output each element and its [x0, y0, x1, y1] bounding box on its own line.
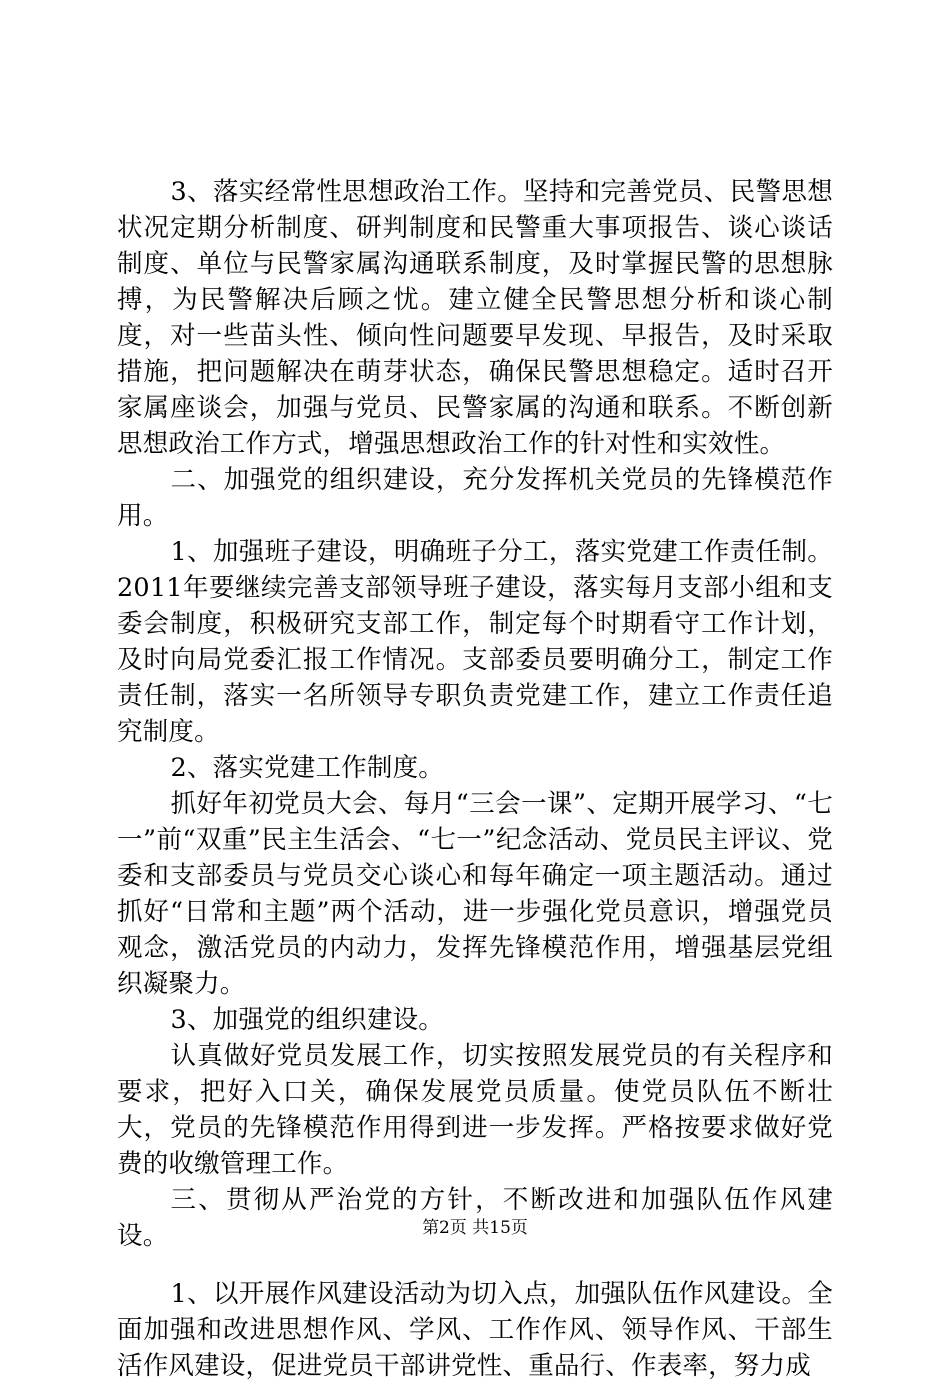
paragraph-work-style: 1、以开展作风建设活动为切入点，加强队伍作风建设。全面加强和改进思想作风、学风、工作作风、领导作风、干部生活作风建设，促进党员干部讲党性、重品行、作表率，努力成: [117, 1279, 833, 1381]
section-heading-organization: 二、加强党的组织建设，充分发挥机关党员的先锋模范作用。: [117, 465, 833, 531]
paragraph-member-development: 认真做好党员发展工作，切实按照发展党员的有关程序和要求，把好入口关，确保发展党员质量。使党员队伍不断壮大，党员的先锋模范作用得到进一步发挥。严格按要求做好党费的收缴管理工作。: [117, 1041, 833, 1179]
document-body: [117, 174, 833, 1384]
subheading-organization-building: 3、加强党的组织建设。: [170, 1005, 444, 1035]
page-number-footer: 第2页 共15页: [422, 1218, 528, 1238]
paragraph-gap: [117, 1254, 833, 1276]
paragraph-leadership-team: 1、加强班子建设，明确班子分工，落实党建工作责任制。2011年要继续完善支部领导班子建设，落实每月支部小组和支委会制度，积极研究支部工作，制定每个时期看守工作计划，及时向局党委汇报工作情况。支部委员要明确分工，制定工作责任制，落实一名所领导专职负责党建工作，建立工作责任追究制度。: [117, 537, 833, 747]
section-heading-discipline: 三、贯彻从严治党的方针，不断改进和加强队伍作风建设。: [117, 1185, 833, 1251]
paragraph-thought-work: 3、落实经常性思想政治工作。坚持和完善党员、民警思想状况定期分析制度、研判制度和民警重大事项报告、谈心谈话制度、单位与民警家属沟通联系制度，及时掌握民警的思想脉搏，为民警解决后顾之忧。建立健全民警思想分析和谈心制度，对一些苗头性、倾向性问题要早发现、早报告，及时采取措施，把问题解决在萌芽状态，确保民警思想稳定。适时召开家属座谈会，加强与党员、民警家属的沟通和联系。不断创新思想政治工作方式，增强思想政治工作的针对性和实效性。: [117, 177, 833, 459]
subheading-party-system: 2、落实党建工作制度。: [170, 753, 444, 783]
paragraph-party-activities: 抓好年初党员大会、每月“三会一课”、定期开展学习、“七一”前“双重”民主生活会、“七一”纪念活动、党员民主评议、党委和支部委员与党员交心谈心和每年确定一项主题活动。通过抓好“日常和主题”两个活动，进一步强化党员意识，增强党员观念，激活党员的内动力，发挥先锋模范作用，增强基层党组织凝聚力。: [117, 789, 833, 999]
